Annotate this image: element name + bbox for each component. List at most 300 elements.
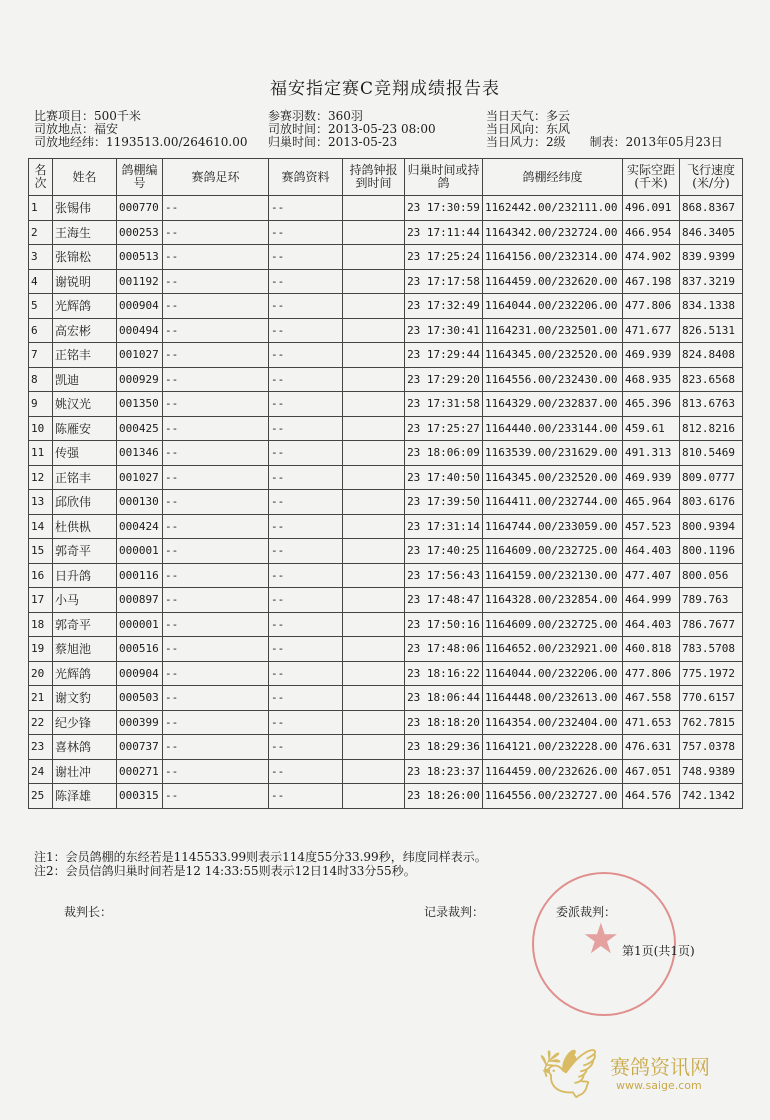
cell-name: 王海生 bbox=[53, 220, 117, 245]
cell-return-time: 23 17:17:58 bbox=[405, 269, 483, 294]
cell-loft-id: 000516 bbox=[117, 637, 163, 662]
cell-speed: 789.763 bbox=[680, 588, 743, 613]
col-rank: 名次 bbox=[29, 159, 53, 196]
cell-clock-time bbox=[343, 735, 405, 760]
table-row bbox=[29, 784, 743, 809]
cell-coords: 1163539.00/231629.00 bbox=[483, 441, 623, 466]
cell-info: -- bbox=[269, 318, 343, 343]
cell-distance: 459.61 bbox=[623, 416, 680, 441]
cell-distance: 474.902 bbox=[623, 245, 680, 270]
cell-info: -- bbox=[269, 220, 343, 245]
cell-distance: 465.396 bbox=[623, 392, 680, 417]
cell-return-time: 23 18:26:00 bbox=[405, 784, 483, 809]
cell-distance: 477.407 bbox=[623, 563, 680, 588]
weather: 当日天气：多云 bbox=[486, 109, 571, 123]
cell-speed: 810.5469 bbox=[680, 441, 743, 466]
cell-loft-id: 000116 bbox=[117, 563, 163, 588]
cell-clock-time bbox=[343, 367, 405, 392]
cell-loft-id: 000929 bbox=[117, 367, 163, 392]
cell-return-time: 23 17:48:47 bbox=[405, 588, 483, 613]
cell-loft-id: 000253 bbox=[117, 220, 163, 245]
cell-speed: 757.0378 bbox=[680, 735, 743, 760]
cell-clock-time bbox=[343, 490, 405, 515]
table-row bbox=[29, 588, 743, 613]
cell-speed: 800.056 bbox=[680, 563, 743, 588]
cell-clock-time bbox=[343, 294, 405, 319]
cell-rank: 17 bbox=[29, 588, 53, 613]
cell-return-time: 23 18:29:36 bbox=[405, 735, 483, 760]
cell-ring: -- bbox=[163, 563, 269, 588]
cell-loft-id: 000503 bbox=[117, 686, 163, 711]
cell-distance: 467.558 bbox=[623, 686, 680, 711]
table-row bbox=[29, 637, 743, 662]
cell-loft-id: 000001 bbox=[117, 539, 163, 564]
cell-distance: 464.403 bbox=[623, 539, 680, 564]
cell-loft-id: 000513 bbox=[117, 245, 163, 270]
cell-coords: 1164345.00/232520.00 bbox=[483, 343, 623, 368]
cell-ring: -- bbox=[163, 392, 269, 417]
table-row bbox=[29, 514, 743, 539]
cell-loft-id: 000904 bbox=[117, 661, 163, 686]
cell-ring: -- bbox=[163, 465, 269, 490]
cell-speed: 834.1338 bbox=[680, 294, 743, 319]
cell-coords: 1164156.00/232314.00 bbox=[483, 245, 623, 270]
cell-name: 传强 bbox=[53, 441, 117, 466]
seal-star-icon: ★ bbox=[582, 914, 620, 963]
cell-distance: 471.677 bbox=[623, 318, 680, 343]
cell-info: -- bbox=[269, 784, 343, 809]
cell-info: -- bbox=[269, 416, 343, 441]
cell-distance: 457.523 bbox=[623, 514, 680, 539]
cell-info: -- bbox=[269, 735, 343, 760]
release-time: 司放时间：2013-05-23 08:00 bbox=[268, 122, 436, 136]
table-row bbox=[29, 539, 743, 564]
table-row bbox=[29, 563, 743, 588]
cell-loft-id: 000001 bbox=[117, 612, 163, 637]
cell-return-time: 23 17:11:44 bbox=[405, 220, 483, 245]
table-row bbox=[29, 710, 743, 735]
cell-distance: 468.935 bbox=[623, 367, 680, 392]
cell-info: -- bbox=[269, 759, 343, 784]
wind-force: 当日风力：2级 bbox=[486, 135, 566, 149]
cell-ring: -- bbox=[163, 588, 269, 613]
cell-name: 谢文豹 bbox=[53, 686, 117, 711]
cell-return-time: 23 17:30:41 bbox=[405, 318, 483, 343]
cell-return-time: 23 17:29:44 bbox=[405, 343, 483, 368]
page-number: 第1页(共1页) bbox=[622, 944, 695, 958]
cell-rank: 22 bbox=[29, 710, 53, 735]
cell-ring: -- bbox=[163, 441, 269, 466]
table-row bbox=[29, 759, 743, 784]
cell-distance: 476.631 bbox=[623, 735, 680, 760]
cell-distance: 467.198 bbox=[623, 269, 680, 294]
cell-rank: 7 bbox=[29, 343, 53, 368]
cell-ring: -- bbox=[163, 245, 269, 270]
cell-info: -- bbox=[269, 588, 343, 613]
table-row bbox=[29, 220, 743, 245]
cell-distance: 464.999 bbox=[623, 588, 680, 613]
cell-speed: 823.6568 bbox=[680, 367, 743, 392]
cell-speed: 770.6157 bbox=[680, 686, 743, 711]
cell-name: 喜林鸽 bbox=[53, 735, 117, 760]
cell-name: 高宏彬 bbox=[53, 318, 117, 343]
cell-clock-time bbox=[343, 514, 405, 539]
cell-clock-time bbox=[343, 612, 405, 637]
cell-clock-time bbox=[343, 318, 405, 343]
cell-coords: 1164345.00/232520.00 bbox=[483, 465, 623, 490]
cell-return-time: 23 17:25:24 bbox=[405, 245, 483, 270]
cell-name: 小马 bbox=[53, 588, 117, 613]
cell-coords: 1164609.00/232725.00 bbox=[483, 612, 623, 637]
table-row bbox=[29, 294, 743, 319]
table-row bbox=[29, 735, 743, 760]
cell-distance: 477.806 bbox=[623, 294, 680, 319]
cell-coords: 1164121.00/232228.00 bbox=[483, 735, 623, 760]
cell-return-time: 23 17:56:43 bbox=[405, 563, 483, 588]
cell-distance: 466.954 bbox=[623, 220, 680, 245]
cell-distance: 469.939 bbox=[623, 465, 680, 490]
cell-distance: 464.403 bbox=[623, 612, 680, 637]
entry-count: 参赛羽数：360羽 bbox=[268, 109, 363, 123]
cell-coords: 1164328.00/232854.00 bbox=[483, 588, 623, 613]
note-2: 注2：会员信鸽归巢时间若是12 14:33:55则表示12日14时33分55秒。 bbox=[34, 864, 416, 878]
cell-name: 陈雁安 bbox=[53, 416, 117, 441]
cell-info: -- bbox=[269, 539, 343, 564]
results-table bbox=[28, 158, 743, 809]
cell-return-time: 23 17:30:59 bbox=[405, 196, 483, 221]
cell-info: -- bbox=[269, 637, 343, 662]
table-row bbox=[29, 490, 743, 515]
cell-distance: 464.576 bbox=[623, 784, 680, 809]
cell-clock-time bbox=[343, 539, 405, 564]
cell-ring: -- bbox=[163, 220, 269, 245]
cell-loft-id: 000399 bbox=[117, 710, 163, 735]
cell-rank: 15 bbox=[29, 539, 53, 564]
cell-clock-time bbox=[343, 759, 405, 784]
cell-name: 陈泽雄 bbox=[53, 784, 117, 809]
cell-ring: -- bbox=[163, 710, 269, 735]
watermark-url: www.saige.com bbox=[616, 1079, 702, 1092]
cell-return-time: 23 17:40:25 bbox=[405, 539, 483, 564]
cell-return-time: 23 18:18:20 bbox=[405, 710, 483, 735]
cell-rank: 6 bbox=[29, 318, 53, 343]
table-row bbox=[29, 416, 743, 441]
cell-clock-time bbox=[343, 588, 405, 613]
cell-loft-id: 000904 bbox=[117, 294, 163, 319]
table-row bbox=[29, 269, 743, 294]
made-date: 制表：2013年05月23日 bbox=[589, 135, 723, 149]
cell-rank: 1 bbox=[29, 196, 53, 221]
pigeon-logo-icon: 🕊 bbox=[538, 1046, 599, 1102]
cell-name: 郭奇平 bbox=[53, 539, 117, 564]
col-info: 赛鸽资料 bbox=[269, 159, 343, 196]
cell-ring: -- bbox=[163, 343, 269, 368]
cell-clock-time bbox=[343, 441, 405, 466]
cell-speed: 812.8216 bbox=[680, 416, 743, 441]
cell-info: -- bbox=[269, 343, 343, 368]
race-info bbox=[34, 110, 754, 154]
cell-ring: -- bbox=[163, 539, 269, 564]
cell-loft-id: 000770 bbox=[117, 196, 163, 221]
cell-rank: 20 bbox=[29, 661, 53, 686]
cell-speed: 742.1342 bbox=[680, 784, 743, 809]
cell-clock-time bbox=[343, 710, 405, 735]
cell-rank: 8 bbox=[29, 367, 53, 392]
cell-rank: 9 bbox=[29, 392, 53, 417]
cell-rank: 5 bbox=[29, 294, 53, 319]
cell-coords: 1164556.00/232727.00 bbox=[483, 784, 623, 809]
cell-info: -- bbox=[269, 490, 343, 515]
cell-loft-id: 000424 bbox=[117, 514, 163, 539]
cell-rank: 11 bbox=[29, 441, 53, 466]
cell-rank: 10 bbox=[29, 416, 53, 441]
cell-coords: 1164044.00/232206.00 bbox=[483, 661, 623, 686]
cell-name: 张锡伟 bbox=[53, 196, 117, 221]
cell-clock-time bbox=[343, 784, 405, 809]
cell-speed: 786.7677 bbox=[680, 612, 743, 637]
cell-coords: 1164440.00/233144.00 bbox=[483, 416, 623, 441]
cell-clock-time bbox=[343, 269, 405, 294]
col-return-time: 归巢时间或持鸽 bbox=[405, 159, 483, 196]
cell-speed: 809.0777 bbox=[680, 465, 743, 490]
cell-info: -- bbox=[269, 563, 343, 588]
cell-ring: -- bbox=[163, 637, 269, 662]
cell-info: -- bbox=[269, 465, 343, 490]
cell-distance: 460.818 bbox=[623, 637, 680, 662]
cell-speed: 868.8367 bbox=[680, 196, 743, 221]
chief-judge-label: 裁判长： bbox=[64, 905, 113, 919]
cell-ring: -- bbox=[163, 367, 269, 392]
cell-info: -- bbox=[269, 367, 343, 392]
cell-name: 光辉鸽 bbox=[53, 294, 117, 319]
cell-clock-time bbox=[343, 343, 405, 368]
cell-info: -- bbox=[269, 269, 343, 294]
table-row bbox=[29, 661, 743, 686]
cell-rank: 18 bbox=[29, 612, 53, 637]
cell-clock-time bbox=[343, 220, 405, 245]
notes bbox=[34, 850, 487, 878]
cell-distance: 465.964 bbox=[623, 490, 680, 515]
cell-coords: 1164044.00/232206.00 bbox=[483, 294, 623, 319]
cell-clock-time bbox=[343, 465, 405, 490]
col-ring: 赛鸽足环 bbox=[163, 159, 269, 196]
col-name: 姓名 bbox=[53, 159, 117, 196]
return-date: 归巢时间：2013-05-23 bbox=[268, 135, 398, 149]
watermark-name: 赛鸽资讯网 bbox=[610, 1055, 710, 1079]
cell-ring: -- bbox=[163, 416, 269, 441]
cell-distance: 469.939 bbox=[623, 343, 680, 368]
col-loft-id: 鸽棚编号 bbox=[117, 159, 163, 196]
cell-coords: 1164744.00/233059.00 bbox=[483, 514, 623, 539]
table-row bbox=[29, 392, 743, 417]
cell-info: -- bbox=[269, 441, 343, 466]
cell-info: -- bbox=[269, 710, 343, 735]
cell-clock-time bbox=[343, 392, 405, 417]
cell-name: 郭奇平 bbox=[53, 612, 117, 637]
cell-loft-id: 000130 bbox=[117, 490, 163, 515]
cell-ring: -- bbox=[163, 294, 269, 319]
cell-speed: 783.5708 bbox=[680, 637, 743, 662]
cell-ring: -- bbox=[163, 490, 269, 515]
cell-loft-id: 001027 bbox=[117, 465, 163, 490]
cell-rank: 2 bbox=[29, 220, 53, 245]
cell-loft-id: 001350 bbox=[117, 392, 163, 417]
cell-return-time: 23 17:31:58 bbox=[405, 392, 483, 417]
report-title: 福安指定赛C竞翔成绩报告表 bbox=[269, 79, 500, 99]
cell-ring: -- bbox=[163, 735, 269, 760]
cell-loft-id: 000271 bbox=[117, 759, 163, 784]
table-row bbox=[29, 343, 743, 368]
cell-loft-id: 000315 bbox=[117, 784, 163, 809]
cell-rank: 3 bbox=[29, 245, 53, 270]
table-row bbox=[29, 367, 743, 392]
cell-coords: 1164448.00/232613.00 bbox=[483, 686, 623, 711]
col-speed: 飞行速度(米/分) bbox=[680, 159, 743, 196]
cell-ring: -- bbox=[163, 759, 269, 784]
cell-loft-id: 001346 bbox=[117, 441, 163, 466]
cell-ring: -- bbox=[163, 661, 269, 686]
cell-speed: 813.6763 bbox=[680, 392, 743, 417]
cell-coords: 1164609.00/232725.00 bbox=[483, 539, 623, 564]
cell-rank: 13 bbox=[29, 490, 53, 515]
cell-name: 邱欣伟 bbox=[53, 490, 117, 515]
cell-loft-id: 000737 bbox=[117, 735, 163, 760]
table-row bbox=[29, 465, 743, 490]
col-clock-time: 持鸽钟报到时间 bbox=[343, 159, 405, 196]
note-1: 注1：会员鸽棚的东经若是1145533.99则表示114度55分33.99秒，纬度同样表示。 bbox=[34, 850, 487, 864]
record-judge-label: 记录裁判： bbox=[424, 905, 485, 919]
cell-distance: 477.806 bbox=[623, 661, 680, 686]
race-distance: 比赛项目：500千米 bbox=[34, 109, 141, 123]
cell-distance: 496.091 bbox=[623, 196, 680, 221]
cell-name: 正铭丰 bbox=[53, 465, 117, 490]
cell-loft-id: 001027 bbox=[117, 343, 163, 368]
cell-name: 纪少锋 bbox=[53, 710, 117, 735]
cell-return-time: 23 18:06:09 bbox=[405, 441, 483, 466]
cell-coords: 1164231.00/232501.00 bbox=[483, 318, 623, 343]
cell-coords: 1164159.00/232130.00 bbox=[483, 563, 623, 588]
cell-return-time: 23 17:39:50 bbox=[405, 490, 483, 515]
cell-name: 日升鸽 bbox=[53, 563, 117, 588]
cell-return-time: 23 17:50:16 bbox=[405, 612, 483, 637]
cell-rank: 16 bbox=[29, 563, 53, 588]
cell-loft-id: 000897 bbox=[117, 588, 163, 613]
cell-return-time: 23 17:31:14 bbox=[405, 514, 483, 539]
cell-coords: 1164459.00/232626.00 bbox=[483, 759, 623, 784]
cell-speed: 826.5131 bbox=[680, 318, 743, 343]
cell-speed: 846.3405 bbox=[680, 220, 743, 245]
cell-speed: 762.7815 bbox=[680, 710, 743, 735]
cell-loft-id: 000425 bbox=[117, 416, 163, 441]
cell-clock-time bbox=[343, 637, 405, 662]
wind-direction: 当日风向：东风 bbox=[486, 122, 571, 136]
cell-rank: 21 bbox=[29, 686, 53, 711]
table-row bbox=[29, 318, 743, 343]
cell-rank: 25 bbox=[29, 784, 53, 809]
cell-clock-time bbox=[343, 686, 405, 711]
cell-coords: 1164459.00/232620.00 bbox=[483, 269, 623, 294]
cell-speed: 775.1972 bbox=[680, 661, 743, 686]
cell-info: -- bbox=[269, 514, 343, 539]
watermark bbox=[538, 1045, 758, 1105]
cell-rank: 19 bbox=[29, 637, 53, 662]
cell-return-time: 23 17:40:50 bbox=[405, 465, 483, 490]
cell-return-time: 23 17:29:20 bbox=[405, 367, 483, 392]
cell-clock-time bbox=[343, 196, 405, 221]
cell-info: -- bbox=[269, 686, 343, 711]
cell-coords: 1164354.00/232404.00 bbox=[483, 710, 623, 735]
cell-name: 光辉鸽 bbox=[53, 661, 117, 686]
cell-return-time: 23 17:25:27 bbox=[405, 416, 483, 441]
cell-ring: -- bbox=[163, 784, 269, 809]
cell-clock-time bbox=[343, 245, 405, 270]
cell-info: -- bbox=[269, 392, 343, 417]
cell-speed: 837.3219 bbox=[680, 269, 743, 294]
cell-ring: -- bbox=[163, 196, 269, 221]
cell-name: 张锦松 bbox=[53, 245, 117, 270]
cell-coords: 1164411.00/232744.00 bbox=[483, 490, 623, 515]
cell-loft-id: 000494 bbox=[117, 318, 163, 343]
cell-info: -- bbox=[269, 196, 343, 221]
cell-rank: 14 bbox=[29, 514, 53, 539]
cell-info: -- bbox=[269, 661, 343, 686]
table-row bbox=[29, 612, 743, 637]
cell-name: 蔡旭池 bbox=[53, 637, 117, 662]
cell-name: 谢壮冲 bbox=[53, 759, 117, 784]
cell-rank: 12 bbox=[29, 465, 53, 490]
cell-name: 凯迪 bbox=[53, 367, 117, 392]
cell-rank: 24 bbox=[29, 759, 53, 784]
cell-distance: 491.313 bbox=[623, 441, 680, 466]
cell-coords: 1164556.00/232430.00 bbox=[483, 367, 623, 392]
header-row bbox=[29, 159, 743, 196]
cell-clock-time bbox=[343, 661, 405, 686]
cell-clock-time bbox=[343, 416, 405, 441]
table-row bbox=[29, 686, 743, 711]
cell-return-time: 23 17:48:06 bbox=[405, 637, 483, 662]
cell-name: 谢锐明 bbox=[53, 269, 117, 294]
cell-return-time: 23 18:16:22 bbox=[405, 661, 483, 686]
cell-info: -- bbox=[269, 612, 343, 637]
cell-name: 杜供枞 bbox=[53, 514, 117, 539]
cell-info: -- bbox=[269, 294, 343, 319]
cell-rank: 4 bbox=[29, 269, 53, 294]
cell-return-time: 23 17:32:49 bbox=[405, 294, 483, 319]
cell-speed: 800.9394 bbox=[680, 514, 743, 539]
cell-speed: 800.1196 bbox=[680, 539, 743, 564]
cell-name: 姚汉光 bbox=[53, 392, 117, 417]
cell-coords: 1164652.00/232921.00 bbox=[483, 637, 623, 662]
cell-speed: 748.9389 bbox=[680, 759, 743, 784]
cell-speed: 803.6176 bbox=[680, 490, 743, 515]
cell-distance: 467.051 bbox=[623, 759, 680, 784]
release-coords: 司放地经纬：1193513.00/264610.00 bbox=[34, 135, 248, 149]
table-row bbox=[29, 441, 743, 466]
cell-name: 正铭丰 bbox=[53, 343, 117, 368]
cell-return-time: 23 18:06:44 bbox=[405, 686, 483, 711]
cell-ring: -- bbox=[163, 612, 269, 637]
delegate-judge-label: 委派裁判： bbox=[556, 905, 617, 919]
release-place: 司放地点：福安 bbox=[34, 122, 119, 136]
cell-ring: -- bbox=[163, 269, 269, 294]
table-row bbox=[29, 196, 743, 221]
cell-ring: -- bbox=[163, 686, 269, 711]
cell-coords: 1162442.00/232111.00 bbox=[483, 196, 623, 221]
cell-ring: -- bbox=[163, 514, 269, 539]
cell-loft-id: 001192 bbox=[117, 269, 163, 294]
cell-speed: 824.8408 bbox=[680, 343, 743, 368]
cell-clock-time bbox=[343, 563, 405, 588]
